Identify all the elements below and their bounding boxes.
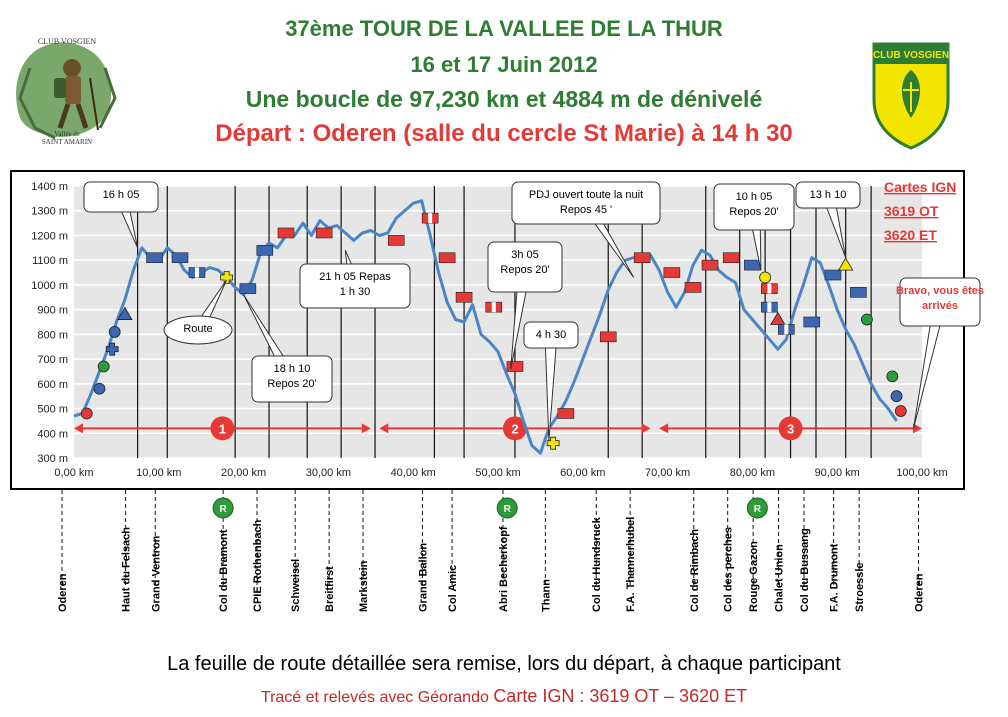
- event-start: Départ : Oderen (salle du cercle St Marie) à 14 h 30: [215, 120, 793, 147]
- event-distance: Une boucle de 97,230 km et 4884 m de dénivelé: [245, 86, 763, 112]
- striped-marker-stripe: [767, 284, 771, 294]
- striped-marker-stripe: [195, 268, 199, 278]
- striped-marker-stripe: [784, 324, 788, 334]
- location-label: F.A. Drumont: [828, 543, 841, 612]
- callout-text: 4 h 30: [535, 329, 567, 341]
- callout-text: Repos 20': [729, 206, 779, 218]
- x-tick-label: 40,00 km: [390, 467, 436, 479]
- callout-text: 10 h 05: [735, 191, 773, 203]
- circle-marker: [891, 391, 902, 402]
- striped-marker-stripe: [492, 302, 496, 312]
- circle-marker: [895, 406, 906, 417]
- callout-text: 1 h 30: [339, 286, 371, 298]
- club-vosgien-hiker-logo: [10, 28, 125, 146]
- location-labels: [57, 490, 925, 612]
- elevation-profile-svg: [12, 172, 985, 488]
- footer-credits: [0, 686, 1008, 707]
- x-tick-label: 50,00 km: [475, 467, 521, 479]
- callout-text: 16 h 05: [102, 189, 140, 201]
- x-tick-label: 80,00 km: [729, 467, 776, 479]
- y-tick-label: 400 m: [37, 428, 68, 441]
- y-tick-label: 1200 m: [31, 230, 68, 243]
- rect-marker: [240, 284, 256, 294]
- footer-ign-maps: Carte IGN : 3619 OT – 3620 ET: [493, 686, 748, 706]
- location-label: Col de Rimbach: [688, 528, 701, 612]
- y-tick-label: 1300 m: [31, 205, 68, 218]
- rect-marker: [600, 332, 616, 342]
- callout-text: 18 h 10: [273, 363, 311, 375]
- circle-marker: [98, 361, 109, 372]
- callout-text: 13 h 10: [809, 189, 847, 201]
- elevation-profile-chart: [10, 170, 985, 490]
- stage-number-label: 3: [786, 421, 795, 437]
- rect-marker: [664, 268, 680, 278]
- location-label: Col du Hundsruck: [591, 517, 604, 612]
- rect-marker: [147, 253, 163, 263]
- svg-text:Vallée de: Vallée de: [54, 130, 80, 138]
- y-tick-label: 800 m: [37, 329, 68, 342]
- location-label: Oderen: [913, 573, 926, 612]
- rect-marker: [744, 260, 760, 270]
- event-dates: 16 et 17 Juin 2012: [410, 52, 598, 77]
- location-label: Stroessle: [854, 562, 867, 612]
- rect-marker: [558, 408, 574, 418]
- svg-text:CLUB VOSGIEN: CLUB VOSGIEN: [872, 50, 950, 61]
- circle-marker: [81, 408, 92, 419]
- location-label: Markstein: [358, 560, 371, 612]
- callout-text: arrivés: [921, 300, 959, 312]
- footer-georando: Tracé et relevés avec Géorando: [260, 689, 494, 706]
- svg-text:SAINT AMARIN: SAINT AMARIN: [41, 138, 93, 146]
- location-label: Col du Bramont: [218, 529, 231, 612]
- event-title: 37ème TOUR DE LA VALLEE DE LA THUR: [285, 16, 723, 41]
- footer-roadbook-note: La feuille de route détaillée sera remise, lors du départ, à chaque participant: [167, 653, 841, 675]
- callout-text: Repos 45 ': [559, 204, 613, 216]
- striped-marker-stripe: [428, 213, 432, 223]
- x-tick-label: 100,00 km: [896, 467, 948, 479]
- restaurant-marker-label: R: [219, 504, 227, 515]
- ign-annotation-line: 3620 ET: [884, 227, 937, 243]
- location-label: Col du Bussang: [799, 528, 811, 612]
- rect-marker: [456, 292, 472, 302]
- location-label: CPIE Rothenbach: [252, 519, 265, 612]
- rect-marker: [439, 253, 455, 263]
- rect-marker: [257, 245, 273, 255]
- location-label: Chalet Union: [773, 544, 786, 612]
- location-label: Rouge Gazon: [748, 541, 761, 612]
- stage-number-label: 2: [511, 421, 519, 437]
- circle-marker: [109, 326, 120, 337]
- rect-marker: [172, 253, 188, 263]
- circle-marker: [861, 314, 872, 325]
- svg-text:CLUB VOSGIEN: CLUB VOSGIEN: [37, 37, 97, 46]
- rect-marker: [316, 228, 332, 238]
- y-tick-label: 900 m: [37, 304, 68, 317]
- restaurant-marker-label: R: [503, 504, 511, 515]
- y-tick-label: 1100 m: [32, 255, 68, 268]
- rect-marker: [804, 317, 820, 327]
- callout-text: Bravo, vous êtes: [895, 285, 985, 297]
- y-tick-label: 500 m: [37, 403, 68, 416]
- location-label: Thann: [540, 579, 553, 612]
- x-tick-label: 10,00 km: [136, 467, 182, 479]
- ign-annotation-line: 3619 OT: [884, 203, 939, 219]
- y-tick-label: 1000 m: [31, 279, 68, 292]
- location-label: Abri Becherkopf: [497, 526, 510, 612]
- location-label: F.A. Thannerhubel: [625, 516, 638, 612]
- club-vosgien-shield-logo: [870, 40, 952, 150]
- location-label: Oderen: [57, 573, 69, 612]
- rect-marker: [825, 270, 841, 280]
- callout-text: Route: [183, 323, 213, 335]
- location-label: Col Amic: [447, 564, 460, 612]
- ign-annotation: [884, 179, 956, 243]
- location-label: Haut du Felsach: [120, 527, 133, 612]
- rect-marker: [685, 282, 701, 292]
- y-tick-label: 700 m: [37, 354, 68, 367]
- callout-text: 21 h 05 Repas: [319, 271, 391, 283]
- location-label: Col des perches: [722, 527, 735, 612]
- location-label: Grand Ballon: [417, 542, 430, 612]
- locations-area: [0, 488, 1008, 658]
- rect-marker: [850, 287, 866, 297]
- rect-marker: [723, 253, 739, 263]
- restaurant-marker-label: R: [753, 504, 761, 515]
- x-tick-label: 60,00 km: [560, 467, 606, 479]
- circle-marker: [760, 272, 771, 283]
- rect-marker: [507, 362, 523, 372]
- rect-marker: [702, 260, 718, 270]
- stage-number-label: 1: [218, 421, 227, 437]
- x-tick-label: 20,00 km: [220, 467, 267, 479]
- rect-marker: [634, 253, 650, 263]
- callout-text: Repos 20': [500, 264, 550, 276]
- x-tick-label: 30,00 km: [305, 467, 352, 479]
- callout-text: 3h 05: [511, 249, 539, 261]
- x-tick-label: 90,00 km: [814, 467, 860, 479]
- y-tick-label: 1400 m: [31, 181, 68, 193]
- location-label: Schweisel: [290, 558, 303, 612]
- y-tick-label: 600 m: [37, 378, 68, 391]
- rect-marker: [278, 228, 294, 238]
- x-tick-label: 0,00 km: [54, 467, 94, 479]
- callout-text: Repos 20': [267, 378, 317, 390]
- circle-marker: [887, 371, 898, 382]
- location-label: Grand Ventron: [150, 535, 163, 612]
- y-tick-label: 300 m: [37, 453, 68, 465]
- circle-marker: [94, 383, 105, 394]
- x-tick-label: 70,00 km: [644, 467, 691, 479]
- callout-text: PDJ ouvert toute la nuit: [528, 189, 644, 201]
- rect-marker: [388, 235, 404, 245]
- striped-marker-stripe: [767, 302, 771, 312]
- ign-annotation-line: Cartes IGN: [884, 179, 957, 195]
- location-label: Breitfirst: [324, 566, 337, 612]
